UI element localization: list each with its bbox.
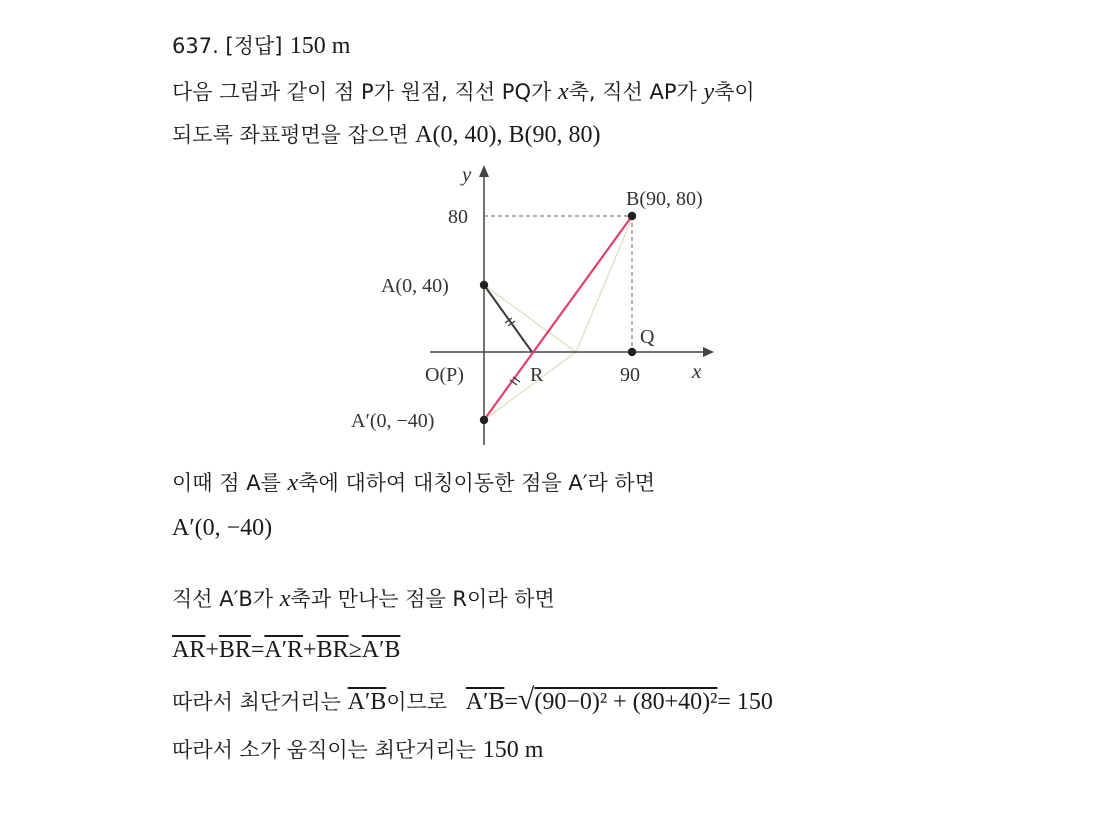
point-Q: [628, 348, 636, 356]
label-O: O(P): [425, 364, 464, 386]
conclusion-line: 따라서 소가 움직이는 최단거리는 150 m: [172, 737, 544, 763]
point-A: [480, 281, 488, 289]
point-A-prime: [480, 416, 488, 424]
label-A: A(0, 40): [381, 275, 449, 297]
reflection-line-1: 이때 점 A를 x축에 대하여 대칭이동한 점을 A′라 하면: [172, 470, 656, 496]
shortest-line: 따라서 최단거리는 A′B이므로 A′B=√(90−0)² + (80+40)²= 150: [172, 683, 773, 716]
reflection-line-2: [172, 512, 272, 544]
A-prime-coordinates: A′(0, −40): [172, 515, 273, 541]
inequality-line: $\overline{AR}+\overline{BR}=A'R+\overline{BR}\ge A'B$: [172, 637, 401, 663]
coordinate-figure: [340, 158, 740, 458]
x-axis-label: x: [692, 359, 702, 383]
label-A-prime: A′(0, −40): [351, 410, 435, 432]
label-Q: Q: [640, 326, 655, 348]
intro-line-1: 다음 그림과 같이 점 P가 원점, 직선 PQ가 x축, 직선 AP가 y축이: [172, 79, 755, 105]
segment-Aprime-B: [484, 216, 632, 420]
heading: [172, 30, 350, 62]
radical-sign: √: [517, 683, 535, 716]
faint-line-2: [484, 352, 576, 420]
answer-value: 150 m: [289, 33, 351, 59]
label-B: B(90, 80): [626, 188, 703, 210]
coordinates-AB: A(0, 40), B(90, 80): [415, 122, 601, 148]
x-axis-arrow: [703, 347, 714, 357]
intro-line-2: 되도록 좌표평면을 잡으면 A(0, 40), B(90, 80): [172, 122, 601, 148]
y-axis-label: y: [462, 162, 472, 186]
tick-label-90: 90: [620, 364, 640, 386]
problem-number: 637. [정답]: [172, 34, 283, 58]
tick-label-80: 80: [448, 206, 468, 228]
radicand: (90−0)² + (80+40)²: [534, 689, 718, 715]
faint-line-1: [484, 285, 576, 352]
faint-line-3: [576, 218, 632, 352]
point-B: [628, 212, 636, 220]
y-axis-arrow: [479, 165, 489, 177]
intersection-line: 직선 A′B가 x축과 만나는 점을 R이라 하면: [172, 586, 555, 612]
label-R: R: [530, 364, 544, 386]
segment-A-R: [484, 285, 532, 352]
